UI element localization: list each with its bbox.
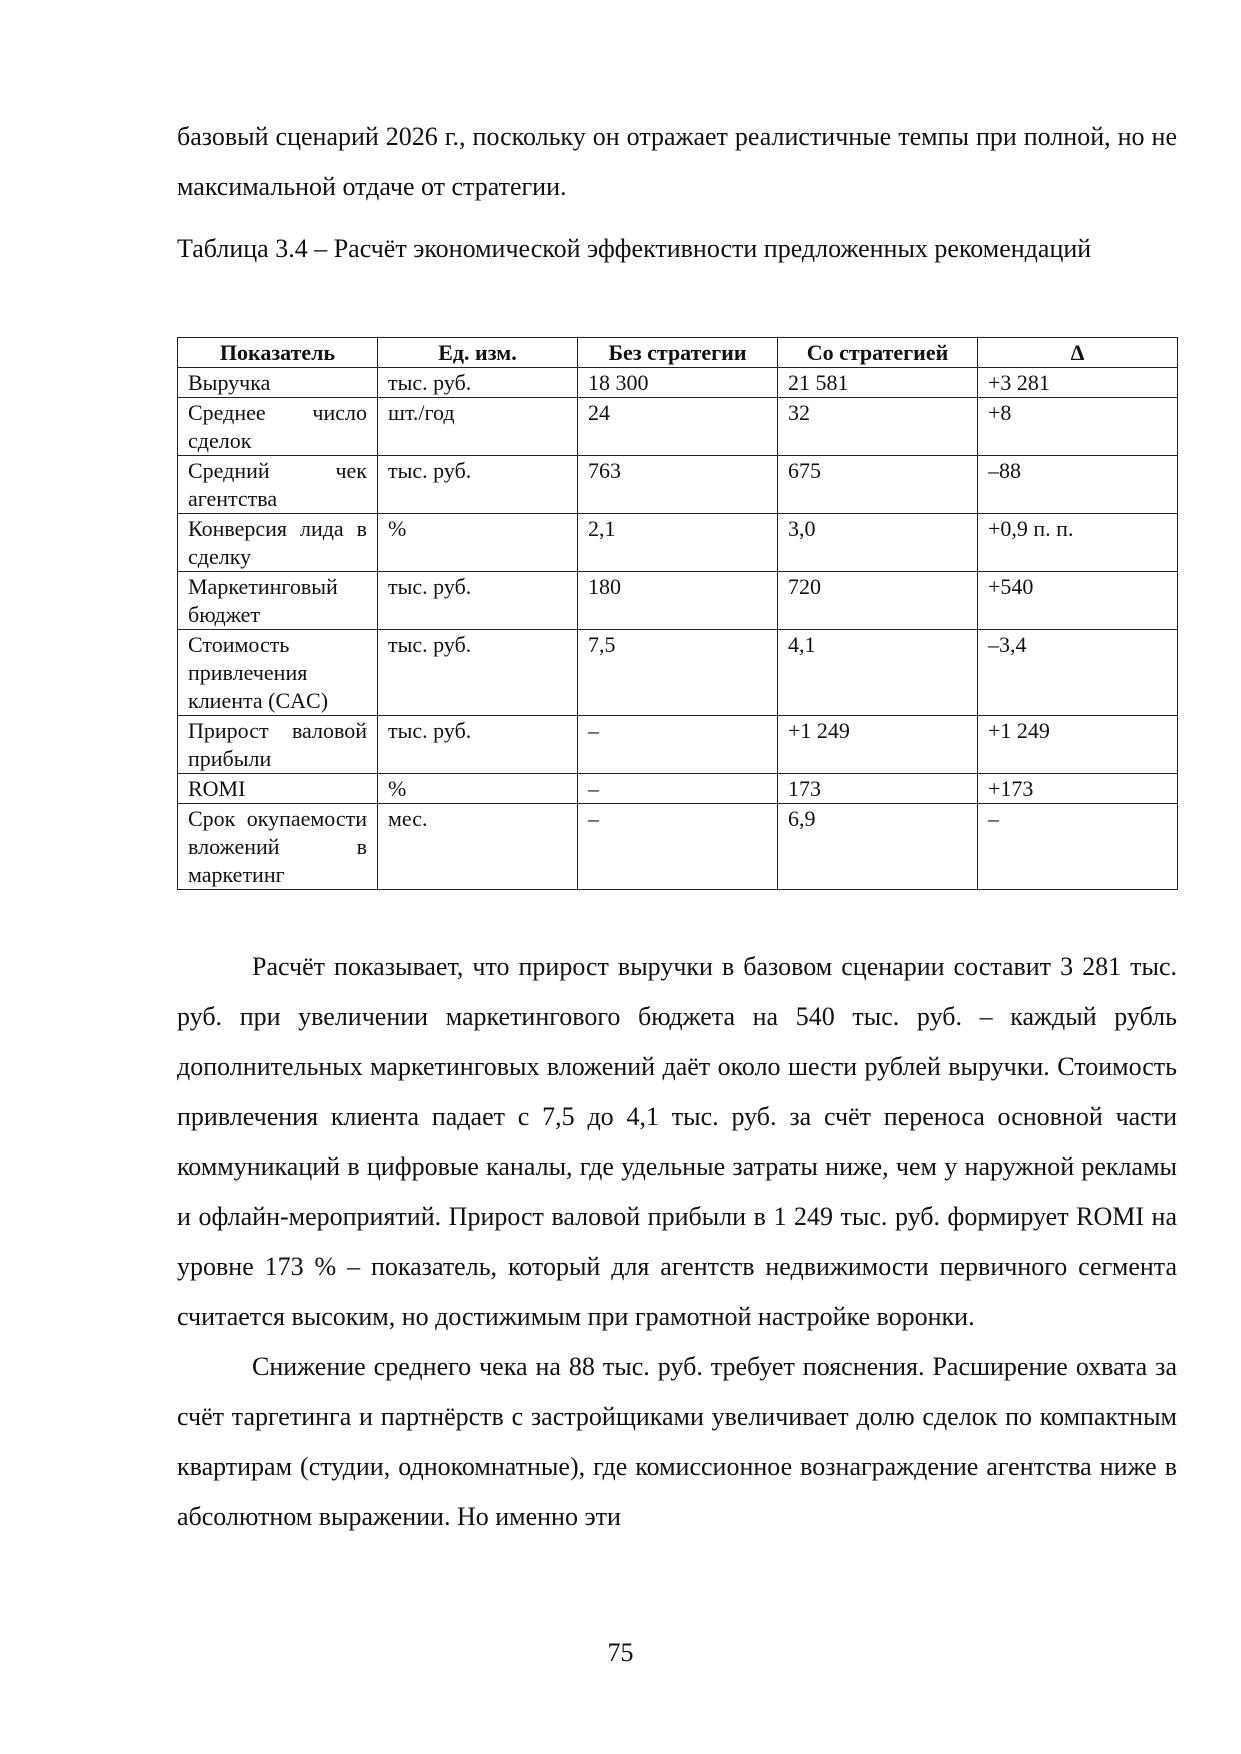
- header-cell: Показатель: [178, 338, 378, 368]
- table-cell: тыс. руб.: [378, 368, 578, 398]
- table-cell: +1 249: [978, 716, 1178, 774]
- table-cell: тыс. руб.: [378, 572, 578, 630]
- header-cell: Δ: [978, 338, 1178, 368]
- efficiency-table: [177, 337, 1178, 890]
- table-cell: Стоимость привлечения клиента (CAC): [178, 630, 378, 716]
- page-number: 75: [607, 1638, 634, 1667]
- table-row: [178, 804, 1178, 890]
- header-cell: Без стратегии: [578, 338, 778, 368]
- table-cell: тыс. руб.: [378, 630, 578, 716]
- table-cell: 21 581: [778, 368, 978, 398]
- table-cell: 32: [778, 398, 978, 456]
- table-cell: 675: [778, 456, 978, 514]
- table-cell: –: [978, 804, 1178, 890]
- table-cell: +8: [978, 398, 1178, 456]
- body-paragraph: Снижение среднего чека на 88 тыс. руб. требует пояснения. Расширение охвата за счёт таргетинга и партнёрств с застройщиками увеличивает долю сделок по компактным квартирам (студии, однокомнатные), где комиссионное вознаграждение агентства ниже в абсолютном выражении. Но именно эти: [177, 1352, 1177, 1531]
- table-cell: ROMI: [178, 774, 378, 804]
- table-cell: –: [578, 774, 778, 804]
- table-caption: Таблица 3.4 – Расчёт экономической эффективности предложенных рекомендаций: [177, 234, 1092, 263]
- body-text: [177, 942, 1177, 1542]
- table-cell: мес.: [378, 804, 578, 890]
- table-row: [178, 456, 1178, 514]
- table-container: [177, 337, 1177, 890]
- table-row: [178, 368, 1178, 398]
- table-cell: Конверсия лида в сделку: [178, 514, 378, 572]
- table-cell: +3 281: [978, 368, 1178, 398]
- table-cell: 180: [578, 572, 778, 630]
- table-cell: –: [578, 804, 778, 890]
- table-cell: –3,4: [978, 630, 1178, 716]
- table-cell: +0,9 п. п.: [978, 514, 1178, 572]
- table-cell: 6,9: [778, 804, 978, 890]
- table-header-row: [178, 338, 1178, 368]
- table-cell: Выручка: [178, 368, 378, 398]
- table-row: [178, 398, 1178, 456]
- table-cell: –: [578, 716, 778, 774]
- table-cell: Прирост валовой прибыли: [178, 716, 378, 774]
- table-cell: Срок окупаемости вложений в маркетинг: [178, 804, 378, 890]
- table-row: [178, 774, 1178, 804]
- table-cell: +173: [978, 774, 1178, 804]
- table-cell: Средний чек агентства: [178, 456, 378, 514]
- table-cell: шт./год: [378, 398, 578, 456]
- header-cell: Ед. изм.: [378, 338, 578, 368]
- table-cell: %: [378, 514, 578, 572]
- intro-paragraph: базовый сценарий 2026 г., поскольку он отражает реалистичные темпы при полной, но не максимальной отдаче от стратегии.: [177, 122, 1177, 201]
- table-row: [178, 514, 1178, 572]
- body-paragraph: Расчёт показывает, что прирост выручки в базовом сценарии составит 3 281 тыс. руб. при увеличении маркетингового бюджета на 540 тыс. руб. – каждый рубль дополнительных маркетинговых вложений даёт около шести рублей выручки. Стоимость привлечения клиента падает с 7,5 до 4,1 тыс. руб. за счёт переноса основной части коммуникаций в цифровые каналы, где удельные затраты ниже, чем у наружной рекламы и офлайн-мероприятий. Прирост валовой прибыли в 1 249 тыс. руб. формирует ROMI на уровне 173 % – показатель, который для агентств недвижимости первичного сегмента считается высоким, но достижимым при грамотной настройке воронки.: [177, 952, 1177, 1331]
- table-cell: тыс. руб.: [378, 456, 578, 514]
- table-cell: –88: [978, 456, 1178, 514]
- table-cell: +1 249: [778, 716, 978, 774]
- table-row: [178, 630, 1178, 716]
- table-row: [178, 572, 1178, 630]
- table-cell: +540: [978, 572, 1178, 630]
- table-cell: 763: [578, 456, 778, 514]
- table-cell: 2,1: [578, 514, 778, 572]
- table-cell: 24: [578, 398, 778, 456]
- table-cell: 173: [778, 774, 978, 804]
- table-cell: 7,5: [578, 630, 778, 716]
- table-cell: 720: [778, 572, 978, 630]
- table-cell: Маркетинговый бюджет: [178, 572, 378, 630]
- table-cell: 4,1: [778, 630, 978, 716]
- table-row: [178, 716, 1178, 774]
- table-cell: Среднее число сделок: [178, 398, 378, 456]
- table-cell: тыс. руб.: [378, 716, 578, 774]
- table-cell: 3,0: [778, 514, 978, 572]
- header-cell: Со стратегией: [778, 338, 978, 368]
- table-cell: 18 300: [578, 368, 778, 398]
- table-cell: %: [378, 774, 578, 804]
